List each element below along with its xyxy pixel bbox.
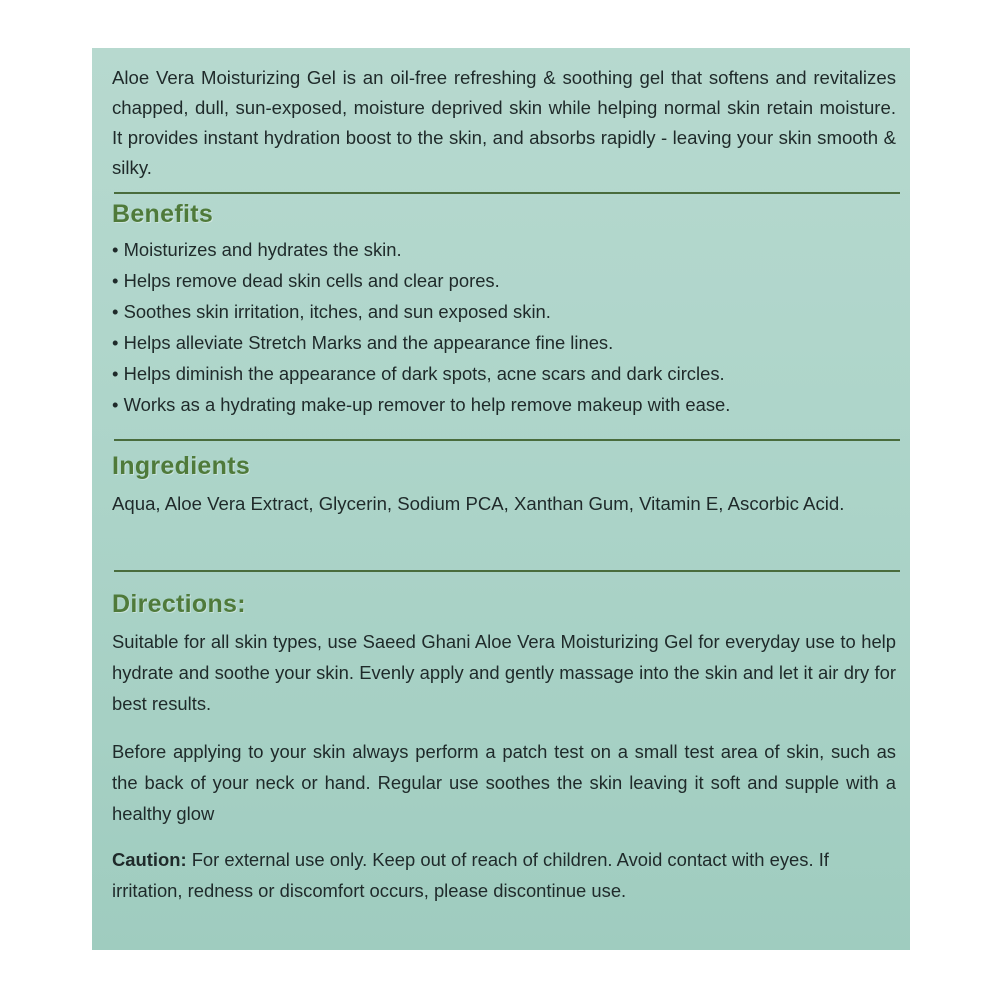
benefit-item: • Helps alleviate Stretch Marks and the appearance fine lines. [112,327,896,358]
directions-heading: Directions: [112,590,246,618]
benefit-item: • Moisturizes and hydrates the skin. [112,234,896,265]
benefit-item: • Helps remove dead skin cells and clear pores. [112,265,896,296]
benefits-list [112,234,896,420]
ingredients-heading: Ingredients [112,452,251,480]
benefit-item: • Works as a hydrating make-up remover to help remove makeup with ease. [112,389,896,420]
benefits-heading: Benefits [112,200,214,228]
caution-label: Caution: [112,849,187,870]
product-description: Aloe Vera Moisturizing Gel is an oil-free refreshing & soothing gel that softens and revitalizes chapped, dull, sun-exposed, moisture deprived skin while helping normal skin retain moisture. It provides instant hydration boost to the skin, and absorbs rapidly - leaving your skin smooth & silky. [112,67,896,178]
section-divider [114,570,900,572]
benefit-item: • Helps diminish the appearance of dark spots, acne scars and dark circles. [112,358,896,389]
patch-test-paragraph: Before applying to your skin always perform a patch test on a small test area of skin, such as the back of your neck or hand. Regular use soothes the skin leaving it soft and supple with a healthy glow [112,741,896,824]
caution-note [112,844,896,906]
directions-paragraph: Suitable for all skin types, use Saeed Ghani Aloe Vera Moisturizing Gel for everyday use to help hydrate and soothe your skin. Evenly apply and gently massage into the skin and let it air dry for best results. [112,631,896,714]
ingredients-text: Aqua, Aloe Vera Extract, Glycerin, Sodium PCA, Xanthan Gum, Vitamin E, Ascorbic Acid. [112,493,845,514]
benefit-item: • Soothes skin irritation, itches, and sun exposed skin. [112,296,896,327]
caution-text: For external use only. Keep out of reach of children. Avoid contact with eyes. If irritation, redness or discomfort occurs, please discontinue use. [112,849,829,901]
section-divider [114,439,900,441]
product-label-panel [92,48,910,950]
section-divider [114,192,900,194]
